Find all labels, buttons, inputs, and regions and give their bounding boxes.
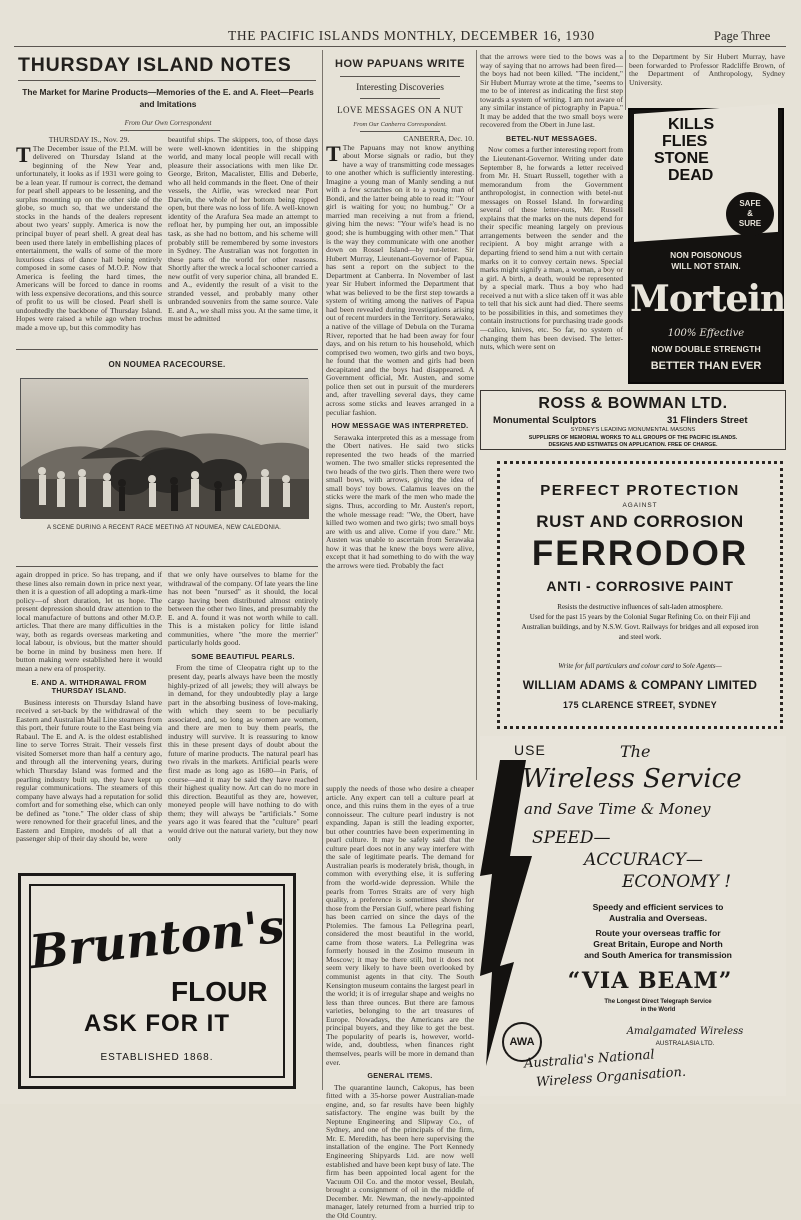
awa-logo: AWA bbox=[502, 1022, 542, 1062]
ross-sup2: DESIGNS AND ESTIMATES ON APPLICATION. FREE OF CHARGE. bbox=[548, 442, 718, 448]
ross-tag: SYDNEY'S LEADING MONUMENTAL MASONS bbox=[570, 427, 696, 433]
racecourse-photo bbox=[20, 378, 308, 518]
safe-sure-badge bbox=[726, 192, 774, 236]
will-not-stain: WILL NOT STAIN. bbox=[671, 261, 741, 271]
thursday-byline: From Our Own Correspondent bbox=[124, 119, 212, 127]
papuans-text-3c: supply the needs of those who desire a cheaper article. Any expert can tell a culture pearl at once, and this ruins them in the eyes of a true connoisseur. The culture pearl industry is not expanding. Japan is still the leading exporter, but other countries have been experimenting in pearl culture. It may be safely said that the culture pearl does not in any way interfere with the sale of legitimate pearls. The demand for Australian pearls is moderately brisk, though, in common with everything else, it is suffering from the world-wide depression. While the pearls from Torres Straits are of very high quality, a preference is sometimes shown for those from the Persian Gulf, where pearl fishing has been carried on since the days of the Ptolemies. The famous La Pellegrina pearl, considered the most beautiful in the world, came from those waters. La Pellegrina was formerly housed in the Zosimo museum in Moscow; it may be there still, but it does not seem very likely to have been overlooked by communist agents in that city. The South Kensington museum contains the largest pearl in the world; it is of irregular shape and weighs no less than three ounces. But there are famous varieties, belonging to the art treasures of Europe. Nowadays, the Americans are the principal buyers, and they like to get the best. The popularity of pearls is, however, world-wide, and, doubtless, when finances right themselves, pearls will be more in demand than ever. bbox=[326, 784, 474, 1067]
ferrodor-l2: AGAINST bbox=[622, 502, 658, 509]
wireless-longest bbox=[540, 998, 776, 1014]
papuans-column-3-lower bbox=[326, 784, 474, 1220]
column-divider-1 bbox=[322, 50, 323, 1090]
subhead-betel-nut: BETEL-NUT MESSAGES. bbox=[505, 133, 598, 143]
wireless-speedy-2: Australia and Overseas. bbox=[609, 913, 707, 923]
thursday-column-1a bbox=[16, 136, 162, 344]
mortein-brand: Mortein bbox=[630, 278, 786, 320]
papuans-rule-2 bbox=[360, 98, 440, 99]
wireless-amalgamated: Amalgamated Wireless bbox=[626, 1026, 744, 1037]
mortein-safety bbox=[630, 250, 782, 272]
papuans-text-3a: The Papuans may not know anything about Morse signals or radio, but they have a way of transmitting code messages to one another which is sufficiently interesting. Imagine a young man of Manly sending a nut with a few scratches on it to a young man of Bondi, and the latter being able to read it: "Your girl is waiting for you; no humbug." Or a married man receiving a nut from a friend, giving him the news: "Your wife's head is no good; she is humbugging with other men." That is the way they communicate with one another down on Rossel Island—by nut-letter. Sir Hubert Murray, Lieutenant-Governor of Papua, has sent a report on the subject to the Department at Canberra. In November of last year Sir Hubert informed the Department that what was believed to be the first step towards a system of writing among the natives of Papua had been revealed during investigations arising out of recent murders in the Territory. Serawako, a native of the village of Debula on the Turama River, reported that he had been away for four days, and on his return to his household, which comprised two women, two girls and two boys, he found that the women and girls had been decapitated and the boys had disappeared. A Government official, Mr. Austen, and some police then set out in pursuit of the murderers and, after travelling several days, they came across some sticks and leaves arranged in a peculiar fashion. bbox=[326, 142, 474, 417]
ferrodor-body-1: Resists the destructive influences of salt-laden atmosphere. bbox=[557, 603, 723, 611]
ferrodor-body-2: Used for the past 15 years by the Colonial Sugar Refining Co. on their Fiji and Australian buildings, and by N.S.W. Govt. Railways for bridges and all exposed iron and steel work. bbox=[521, 613, 759, 641]
thursday-text-2c: From the time of Cleopatra right up to the present day, pearls always have been the mostly highly-prized of all jewels; they will always be in demand, for they undoubtedly play a large part in the absorbing business of love-making, with which they seem to be peculiarly associated, and, so long as women are women, and there are men to buy them pearls, the industry will survive. It is reassuring to know this in these present days of doubt about the future of marine products. The natural pearl has two rivals in the markets. Artificial pearls were first made as long ago as 1680—in Paris, of course—and it may be said they have reached their highest quality now. Art can do no more in this direction. Beautiful as they are, however, moneyed people will have nothing to do with them; they will always be "artificials." Some years ago it was feared that the "culture" pearl would drive out the natural variety, but they now only bbox=[168, 663, 318, 844]
thursday-text-1a: The December issue of the P.I.M. will be delivered on Thursday Island at the beginning of the New Year and, unfortunately, it looks as if 1931 were going to be a lean year. If rumour is correct, the demand for pearl shell appears to be lessening, and the surplus mounting up on the other side of the globe, so much so, that we understand the stocks in the hands of the dealers represent about two years' supply. America is now the principal buyer of pearl shell. A great deal has been used there lately in embellishing places of entertainment, the walls of some of the more luxurious class of dance hall being entirely composed in some cases of M.O.P. Now that America is feeling the hard times, the Americans will be forced to dance in rooms with less expensive decorations, and this source of profit to us will be closed. Pearl shell is undoubtedly the backbone of Thursday Island. Hopes were raised a while ago when trochus made a move up, but this commodity has bbox=[16, 143, 162, 333]
headline-rule bbox=[18, 80, 316, 81]
wireless-org-1: Australia's National bbox=[523, 1047, 656, 1072]
subhead-general-items: GENERAL ITEMS. bbox=[367, 1071, 433, 1081]
papuans-text-3d: The quarantine launch, Cakopus, has been fitted with a 35-horse power Australian-made engine, and, so far results have been highly satisfactory. The engine was built by the Neptune Engineering and Slipway Co., of Sydney, and one of the principals of the firm, Mr. E. Meredith, has been here supervising the installation of the engine. The Port Kennedy Engineering Shipyards Ltd. are now well established and have been kept busy of late. The firm has been appointed local agent for the Vacuum Oil Co. and the motor vessel, Beulah, brought a consignment of oil in the middle of December. Mr. Newman, the newly-appointed manager, lately returned from a hurried trip to the Old Country. bbox=[326, 1082, 474, 1220]
thursday-deck: The Market for Marine Products—Memories of the E. and A. Fleet—Pearls and Imitations bbox=[22, 87, 314, 109]
badge-safe: SAFE bbox=[739, 199, 761, 208]
ross-sup1: SUPPLIERS OF MEMORIAL WORKS TO ALL GROUPS OF THE PACIFIC ISLANDS. bbox=[528, 435, 738, 441]
bruntons-ask: ASK FOR IT bbox=[84, 1010, 230, 1037]
bruntons-established: ESTABLISHED 1868. bbox=[100, 1052, 214, 1063]
bruntons-brand: Brunton's bbox=[27, 898, 287, 980]
byline-rule bbox=[120, 130, 220, 131]
wireless-save: and Save Time & Money bbox=[524, 800, 711, 818]
ferrodor-l3: RUST AND CORROSION bbox=[536, 512, 744, 531]
wireless-accuracy: ACCURACY— bbox=[584, 850, 703, 870]
wireless-via-beam: “VIA BEAM” bbox=[567, 968, 733, 994]
mortein-strength: NOW DOUBLE STRENGTH bbox=[651, 344, 761, 354]
mortein-better: BETTER THAN EVER bbox=[650, 360, 762, 372]
ferrodor-l4: ANTI - CORROSIVE PAINT bbox=[546, 578, 734, 594]
wireless-route-2: Great Britain, Europe and North bbox=[593, 939, 723, 949]
papuans-column-5 bbox=[629, 53, 785, 103]
photo-section-title: ON NOUMEA RACECOURSE. bbox=[108, 360, 226, 369]
wireless-longest-1: The Longest Direct Telegraph Service bbox=[604, 999, 712, 1005]
mortein-effective: 100% Effective bbox=[667, 328, 745, 339]
ross-name: ROSS & BOWMAN LTD. bbox=[538, 395, 728, 412]
ferrodor-agent: WILLIAM ADAMS & COMPANY LIMITED bbox=[522, 678, 758, 692]
ferrodor-brand: FERRODOR bbox=[531, 534, 749, 573]
papuans-text-5a: to the Department by Sir Hubert Murray, have been forwarded to Professor Radcliffe Brown, of the Department of Anthropology, Sydney University. bbox=[629, 52, 785, 87]
wireless-route-3: and South America for transmission bbox=[584, 950, 732, 960]
badge-amp: & bbox=[747, 209, 753, 218]
header-rule bbox=[14, 46, 786, 47]
ross-sub: Monumental Sculptors bbox=[493, 415, 597, 426]
ferrodor-body bbox=[520, 602, 760, 642]
papuans-byline: From Our Canberra Correspondent. bbox=[353, 121, 447, 128]
thursday-text-2b: that we only have ourselves to blame for the withdrawal of the company. Of late years the line has not been "nursed" as it should, the local cargo having been distributed almost entirely between the other two lines, and presumably the E. and A. found it was not worth while to call. This is a mistaken policy for little island communities, where "the more the merrier" particularly holds good. bbox=[168, 570, 318, 648]
wireless-route bbox=[540, 928, 776, 961]
mortein-flies: FLIES bbox=[662, 133, 708, 150]
mortein-dead: DEAD bbox=[668, 167, 714, 184]
wireless-use: USE bbox=[514, 742, 546, 758]
thursday-headline: THURSDAY ISLAND NOTES bbox=[18, 54, 292, 76]
thursday-column-2b bbox=[168, 571, 318, 869]
thursday-column-1b bbox=[16, 571, 162, 869]
wireless-speedy-1: Speedy and efficient services to bbox=[592, 902, 724, 912]
thursday-text-1c: Business interests on Thursday Island have received a set-back by the withdrawal of the Eastern and Australian Mail Line steamers from this port, their future route to the East being via Rabaul. The E. and A. is the oldest established line to serve Torres Strait. Their vessels first visited Somerset more than half a century ago, and through all the intervening years, during which Thursday Island was formed and the pearling industry built up, they have kept up regular communications. The steamers of this company have always had a reputation for solid comfort and for something else, which can only be defined as "tone." The older class of ship were renowned for their graceful lines, and the Eastern and Empire, models of all that a passenger ship of their day should be, were bbox=[16, 697, 162, 844]
drop-cap: T bbox=[16, 141, 31, 167]
wireless-org-2: Wireless Organisation. bbox=[535, 1064, 687, 1091]
wireless-economy: ECONOMY ! bbox=[622, 872, 732, 892]
mortein-stone: STONE bbox=[654, 150, 709, 167]
papuans-column-4 bbox=[480, 53, 623, 385]
papuans-text-4b: Now comes a further interesting report from the Lieutenant-Governor. Writing under date September 8, he forwards a letter received from Mr. H. Stuart Russell, together with a memorandum from the Government anthropologist, in connection with betel-nut messages on Rossel Island. In forwarding several of these letter-nuts, Mr. Russell explains that the marks on the nuts depend for their specific meaning largely on previous arrangements between the sender and the recipient. A boy might arrange with a departing friend to send him a nut with certain marks on it to convey certain news. Special marks might signify a man, a woman, a boy or a girl. A birth, a death, would be represented by a special mark. Thus a boy who had received a nut with a slice taken off it was able to tell that his sick aunt had died. There seems to be possibilities in this, and sometimes they contain instructions for purchasing trade goods—calico, knives, etc. So far, no system of changing them has been devised. The letter-nuts, which were sent on bbox=[480, 145, 623, 352]
page-number: Page Three bbox=[714, 29, 771, 43]
ferrodor-ad bbox=[497, 461, 783, 729]
papuans-drop-cap: T bbox=[326, 140, 341, 166]
thursday-dateline: THURSDAY IS., Nov. 29. bbox=[48, 135, 130, 144]
papuans-deck-1: Interesting Discoveries bbox=[356, 83, 444, 93]
mortein-ad bbox=[628, 108, 784, 384]
publication-title: THE PACIFIC ISLANDS MONTHLY, DECEMBER 16, 1930 bbox=[228, 28, 595, 43]
ross-bowman-ad bbox=[480, 390, 786, 450]
subhead-pearls: SOME BEAUTIFUL PEARLS. bbox=[191, 651, 295, 661]
ferrodor-address: 175 CLARENCE STREET, SYDNEY bbox=[562, 700, 718, 710]
wireless-speedy bbox=[540, 902, 776, 924]
papuans-rule-1 bbox=[340, 76, 460, 77]
wireless-speed: SPEED— bbox=[532, 828, 611, 848]
subhead-interpreted: HOW MESSAGE WAS INTERPRETED. bbox=[331, 421, 469, 431]
wireless-the: The bbox=[620, 742, 651, 761]
caption-rule bbox=[16, 566, 318, 567]
wireless-service: Wireless Service bbox=[522, 764, 742, 794]
wireless-amalgamated-2: AUSTRALASIA LTD. bbox=[655, 1040, 715, 1047]
bruntons-flour-ad bbox=[18, 873, 296, 1089]
mortein-headline bbox=[640, 116, 714, 184]
ross-address: 31 Flinders Street bbox=[667, 415, 748, 426]
mortein-kills: KILLS bbox=[668, 116, 715, 133]
page-header bbox=[0, 28, 801, 48]
column-divider-2 bbox=[476, 50, 477, 780]
wireless-ad bbox=[480, 736, 786, 1096]
papuans-headline: HOW PAPUANS WRITE bbox=[335, 58, 465, 70]
papuans-dateline: CANBERRA, Dec. 10. bbox=[403, 134, 474, 143]
bruntons-flour: FLOUR bbox=[171, 976, 268, 1007]
column-divider-3 bbox=[625, 50, 626, 110]
papuans-deck-2: LOVE MESSAGES ON A NUT bbox=[337, 105, 463, 115]
subhead-withdrawal: E. AND A. WITHDRAWAL FROM THURSDAY ISLAND. bbox=[31, 677, 147, 696]
papuans-text-4a: that the arrows were tied to the bows was a way of saying that no arrows had been fired—the boys had not been killed. "The incident," Sir Hubert Murray wrote at the time, "seems to me to be of interest as indicating the first step towards a system of writing. I am not aware of any similar instance of pictography in Papua." It may be added that the two small boys were recovered from the Obert in June last. bbox=[480, 52, 623, 130]
ferrodor-write: Write for full particulars and colour card to Sole Agents— bbox=[558, 662, 722, 670]
papuans-column-3 bbox=[326, 135, 474, 783]
photo-caption: A SCENE DURING A RECENT RACE MEETING AT NOUMEA, NEW CALEDONIA. bbox=[46, 525, 282, 531]
papuans-text-3b: Serawaka interpreted this as a message from the Obert natives. He said two sticks represented the two heads of the married women. The two smaller sticks represented the two heads of the two girls. Then there were two small bows, with arrows, giving the idea of small boys' toy bows. Calamus leaves on the sticks were the mark of the men who made the signs. Thus, according to Mr. Austen's report, the whole message read: "We, the Obert, have killed two women and two girls; two small boys are with us and alive. Come if you dare." Mr. Austen was unable to ascertain from Serawaka how it was that he knew the boys were alive, except that it had something to do with the way the arrows were tied. Probably the fact bbox=[326, 432, 474, 570]
wireless-route-1: Route your overseas traffic for bbox=[595, 928, 721, 938]
thursday-column-2a bbox=[168, 136, 318, 344]
non-poisonous: NON POISONOUS bbox=[670, 250, 742, 260]
papuans-rule-3 bbox=[360, 131, 440, 132]
badge-sure: SURE bbox=[738, 219, 762, 228]
wireless-longest-2: in the World bbox=[640, 1007, 676, 1013]
ferrodor-l1: PERFECT PROTECTION bbox=[540, 482, 740, 499]
thursday-text-2a: beautiful ships. The skippers, too, of those days were well-known identities in the shipping world, and many local people will recall with pleasure their associations with men like Dr. George, Briton, Macalister, Ellis and Deberle, who all held commands in the fleet. One of their vessels, the Airlie, was wrecked near Port Darwin, the whole of her bottom being ripped open, but there was no loss of life. A well-known identity of the Arafura Sea made an attempt to refloat her, by pumping her out, an impossible task, as she had no bottom, and his scheme will probably still be remembered by some investors in Sydney. The Australian was not forgotten in these parts of the world for other reasons. Shortly after the wreck a local schooner carried a new outfit of very superior china, all branded E. and A., evidently the result of a visit to the stranded vessel, and probably many other unbranded souvenirs from the same source. Vale E. and A., we shall miss you. At the same time, it must be admitted bbox=[168, 135, 318, 324]
thursday-text-1b: again dropped in price. So has trepang, and if these lines also remain down in price next year, then it is a question of all adopting a mark-time policy—of short duration, let us hope. The present depression should draw attention to the local manufacture of buttons and other M.O.P. articles. That there are many difficulties in the way, both as regards overseas marketing and local labour, is obvious, but the matter should be borne in mind by business men here. If button making were established here it would mean a new era of prosperity. bbox=[16, 570, 162, 674]
section-rule bbox=[16, 349, 318, 350]
